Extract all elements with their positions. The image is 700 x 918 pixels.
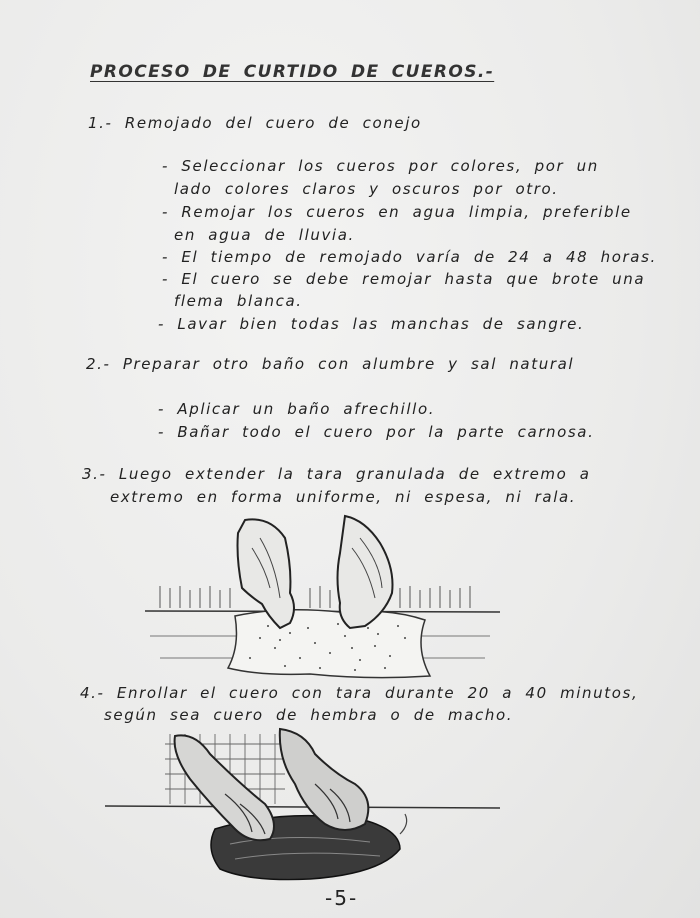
step-3-line: 3.- Luego extender la tara granulada de extremo a xyxy=(82,465,591,483)
step-1-line: en agua de lluvia. xyxy=(174,226,355,244)
step-1-line: - El cuero se debe remojar hasta que brote una xyxy=(162,270,646,288)
step-1-line: - Seleccionar los cueros por colores, por un xyxy=(162,157,599,175)
page-number: -5- xyxy=(325,886,359,910)
step-1-line: flema blanca. xyxy=(174,292,303,310)
step-1-line: - El tiempo de remojado varía de 24 a 48 horas. xyxy=(162,248,657,266)
step-3-line: extremo en forma uniforme, ni espesa, ni rala. xyxy=(110,488,577,506)
step-1-line: lado colores claros y oscuros por otro. xyxy=(174,180,559,198)
step-1-line: - Remojar los cueros en agua limpia, preferible xyxy=(162,203,632,221)
step-4-line: 4.- Enrollar el cuero con tara durante 20 a 40 minutos, xyxy=(80,684,639,702)
step-2-heading: 2.- Preparar otro baño con alumbre y sal natural xyxy=(86,355,575,373)
step-4-line: según sea cuero de hembra o de macho. xyxy=(104,706,514,724)
hands-rolling-hide-illustration xyxy=(100,724,510,884)
hands-spreading-tara-illustration xyxy=(140,508,510,688)
step-2-line: - Bañar todo el cuero por la parte carnosa. xyxy=(158,423,595,441)
step-1-line: - Lavar bien todas las manchas de sangre. xyxy=(158,315,585,333)
step-2-line: - Aplicar un baño afrechillo. xyxy=(158,400,436,418)
document-title: PROCESO DE CURTIDO DE CUEROS.- xyxy=(90,62,495,82)
step-1-heading: 1.- Remojado del cuero de conejo xyxy=(88,114,422,132)
